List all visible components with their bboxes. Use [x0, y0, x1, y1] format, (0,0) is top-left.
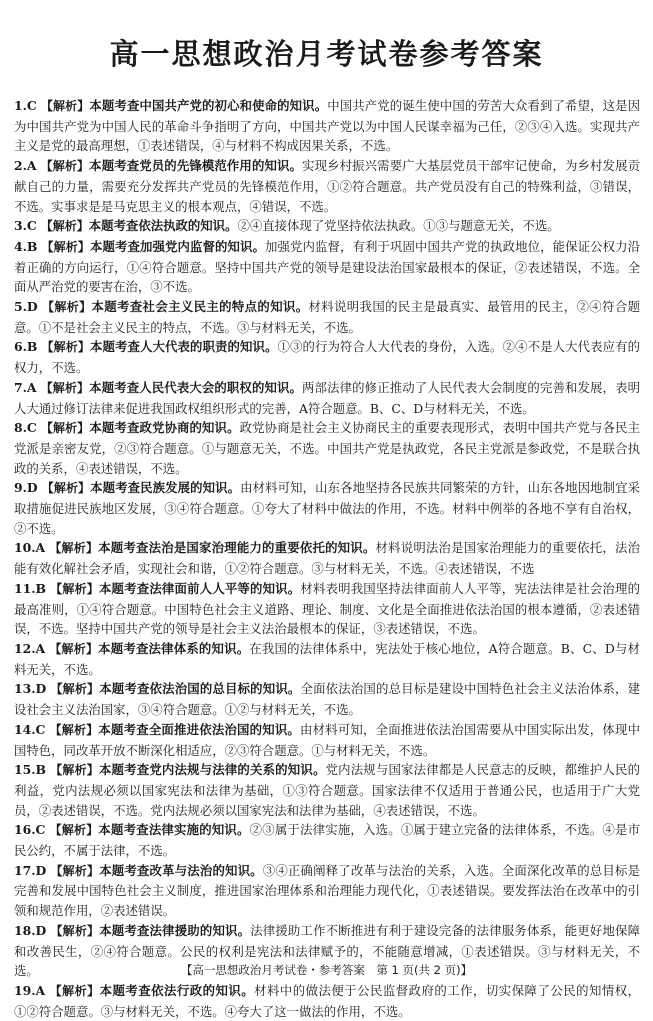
answer-explanation: 法律援助工作不断推进有利于建设完备的法律服务体系，能更好地保障和改善民生，②④符合题意。公民的权利是宪法和法律赋予的，不能随意增减，①表述错误。③与材料无关，不选。 [14, 922, 640, 979]
answer-explanation: 由材料可知，全面推进依法治国需要从中国实际出发，体现中国特色，同改革开放不断深化相适应，②③符合题意。①与材料无关，不选。 [14, 721, 640, 758]
answer-topic: 本题考查依法治国的总目标的知识。 [99, 681, 301, 697]
answer-number: 7.A [14, 379, 37, 395]
answer-topic: 本题考查依法执政的知识。 [88, 218, 238, 234]
answer-topic: 本题考查人民代表大会的职权的知识。 [89, 379, 303, 395]
answer-topic: 本题考查法律援助的知识。 [99, 922, 251, 938]
answer-topic: 本题考查民族发展的知识。 [90, 480, 241, 496]
analysis-tag: 【解析】 [41, 340, 90, 355]
answer-explanation: ③④正确阐释了改革与法治的关系，入选。全面深化改革的总目标是完善和发展中国特色社会主义制度，推进国家治理体系和治理能力现代化，①表述错误。要发挥法治在改革中的引领和规范作用，②表述错误。 [14, 862, 640, 919]
answer-explanation: ②④直接体现了党坚持依法执政。①③与题意无关，不选。 [237, 218, 560, 234]
answer-topic: 本题考查人大代表的职责的知识。 [89, 339, 278, 355]
page-footer: 【高一思想政治月考试卷・参考答案 第 1 页(共 2 页)】 [180, 963, 473, 977]
answer-explanation: 两部法律的修正推动了人民代表大会制度的完善和发展，表明人大通过修订法律来促进我国政权组织形式的完善，A符合题意。B、C、D与材料无关，不选。 [14, 379, 640, 416]
analysis-tag: 【解析】 [40, 99, 90, 113]
answer-explanation: 材料中的做法便于公民监督政府的工作，切实保障了公民的知情权，①②符合题意。③与材料无关，不选。④夸大了这一做法的作用，不选。 [14, 982, 640, 1019]
answer-item [14, 237, 640, 297]
answer-item [14, 679, 640, 719]
answer-topic: 本题考查社会主义民主的特点的知识。 [91, 299, 309, 315]
answer-number: 18.D [14, 922, 47, 938]
analysis-tag: 【解析】 [49, 983, 100, 998]
answer-number: 15.B [14, 762, 47, 778]
answer-number: 9.D [14, 480, 38, 496]
analysis-tag: 【解析】 [41, 481, 91, 496]
answer-item [14, 720, 640, 760]
answer-item [14, 297, 640, 337]
answer-topic: 本题考查中国共产党的初心和使命的知识。 [89, 98, 328, 113]
analysis-tag: 【解析】 [41, 239, 90, 254]
analysis-tag: 【解析】 [50, 581, 99, 596]
analysis-tag: 【解析】 [49, 541, 99, 556]
analysis-tag: 【解析】 [49, 823, 99, 838]
answer-number: 3.C [14, 218, 37, 234]
analysis-tag: 【解析】 [50, 682, 100, 697]
answer-topic: 本题考查法律面前人人平等的知识。 [98, 580, 301, 596]
answer-explanation: 政党协商是社会主义协商民主的重要表现形式，表明中国共产党与各民主党派是亲密友党，②③符合题意。①与题意无关，不选。中国共产党是执政党，各民主党派是参政党，不是联合执政的关系，④表述错误，不选。 [14, 420, 640, 476]
answer-number: 19.A [14, 982, 46, 998]
answer-topic: 本题考查法治是国家治理能力的重要依托的知识。 [98, 540, 376, 556]
answer-number: 12.A [14, 640, 46, 656]
answer-explanation: 在我国的法律体系中，宪法处于核心地位，A符合题意。B、C、D与材料无关，不选。 [14, 640, 641, 677]
answer-explanation: 由材料可知，山东各地坚持各民族共同繁荣的方针，山东各地因地制宜采取措施促进民族地区发展，③④符合题意。①夸大了材料中做法的作用，不选。材料中例举的各地不享有自治权，②不选。 [14, 480, 640, 536]
answer-number: 2.A [14, 158, 37, 174]
answer-explanation: 材料说明我国的民主是最真实、最管用的民主，②④符合题意。①不是社会主义民主的特点，不选。③与材料无关，不选。 [14, 299, 640, 335]
answer-topic: 本题考查全面推进依法治国的知识。 [98, 721, 301, 737]
answer-explanation: 加强党内监督，有利于巩固中国共产党的执政地位，能保证公权力沿着正确的方向运行，①④符合题意。坚持中国共产党的领导是建设法治国家最根本的保证，②表述错误，不选。全面从严治党的要害在治，③不选。 [14, 238, 640, 295]
analysis-tag: 【解析】 [42, 300, 92, 315]
answer-number: 13.D [14, 681, 47, 697]
answer-topic: 本题考查法律实施的知识。 [98, 822, 250, 838]
answer-number: 4.B [14, 238, 38, 254]
analysis-tag: 【解析】 [50, 923, 100, 938]
answer-explanation: 材料说明法治是国家治理能力的重要依托，法治能有效化解社会矛盾，实现社会和谐，①②符合题意。③与材料无关，不选。④表述错误，不选 [14, 540, 640, 577]
answer-explanation: 党内法规与国家法律都是人民意志的反映，都维护人民的利益，党内法规必须以国家宪法和法律为基础，①③符合题意。国家法律不仅适用于普通公民，也适用于广大党员，②表述错误，不选。党内法规必须以国家宪法和法律为基础，④表述错误，不选。 [14, 762, 640, 818]
analysis-tag: 【解析】 [40, 380, 90, 395]
answer-item [14, 760, 640, 820]
answer-explanation: ②③属于法律实施，入选。①属于建立完备的法律体系，不选。④是市民公约，不属于法律，不选。 [14, 822, 640, 859]
answer-item [14, 861, 640, 921]
answer-topic: 本题考查法律体系的知识。 [98, 640, 250, 656]
answer-number: 6.B [14, 339, 38, 355]
analysis-tag: 【解析】 [40, 219, 89, 234]
analysis-tag: 【解析】 [50, 863, 100, 878]
answer-item [14, 820, 640, 860]
answer-number: 1.C [14, 98, 37, 113]
answer-topic: 本题考查改革与法治的知识。 [99, 862, 263, 878]
answer-topic: 本题考查政党协商的知识。 [89, 420, 240, 436]
analysis-tag: 【解析】 [49, 641, 99, 656]
answer-item [14, 538, 640, 578]
answer-number: 16.C [14, 822, 46, 838]
answer-number: 5.D [14, 299, 38, 315]
answer-item [14, 337, 640, 377]
answer-item [14, 156, 640, 216]
analysis-tag: 【解析】 [40, 421, 90, 436]
answer-item [14, 96, 640, 156]
answer-topic: 本题考查加强党内监督的知识。 [89, 238, 265, 254]
answer-explanation: 中国共产党的诞生使中国的劳苦大众看到了希望，这是因为中国共产党为中国人民的革命斗争指明了方向，中国共产党以为中国人民谋幸福为己任，②③④入选。实现共产主义是党的最高理想，①表述错误，④与材料不构成因果关系，不选。 [14, 98, 641, 154]
answer-number: 17.D [14, 862, 47, 878]
answer-topic: 本题考查党内法规与法律的关系的知识。 [98, 762, 326, 778]
page-title: 高一思想政治月考试卷参考答案 [109, 37, 544, 71]
answer-item [14, 639, 640, 679]
answer-topic: 本题考查依法行政的知识。 [99, 982, 255, 998]
answer-item [14, 478, 640, 538]
answer-explanation: ①③的行为符合人大代表的身份，入选。②④不是人大代表应有的权力，不选。 [14, 339, 640, 376]
answer-number: 14.C [14, 721, 46, 737]
answer-number: 8.C [14, 420, 37, 436]
answer-item [14, 378, 640, 418]
answer-number: 10.A [14, 540, 46, 556]
answer-item [14, 418, 640, 478]
answer-item [14, 579, 640, 639]
analysis-tag: 【解析】 [40, 159, 90, 174]
answer-explanation: 材料表明我国坚持法律面前人人平等，宪法法律是社会治理的最高准则，①④符合题意。中国特色社会主义道路、理论、制度、文化是全面推进依法治国的根本遵循，②表述错误，不选。坚持中国共产党的领导是社会主义法治最根本的保证，③表述错误，不选。 [14, 580, 640, 637]
answer-topic: 本题考查党员的先锋模范作用的知识。 [89, 158, 303, 174]
analysis-tag: 【解析】 [49, 722, 99, 737]
answer-item [14, 216, 640, 237]
answer-explanation: 实现乡村振兴需要广大基层党员干部牢记使命，为乡村发展贡献自己的力量，需要充分发挥共产党员的先锋模范作用，①②符合题意。共产党员没有自己的特殊利益，③错误，不选。实事求是是马克思主义的根本观点，④错误，不选。 [14, 158, 640, 214]
answer-item [14, 981, 640, 1021]
answer-explanation: 全面依法治国的总目标是建设中国特色社会主义法治体系，建设社会主义法治国家，③④符合题意。①②与材料无关，不选。 [14, 681, 640, 718]
answer-number: 11.B [14, 580, 47, 596]
answer-list [14, 96, 640, 1021]
analysis-tag: 【解析】 [50, 763, 99, 778]
